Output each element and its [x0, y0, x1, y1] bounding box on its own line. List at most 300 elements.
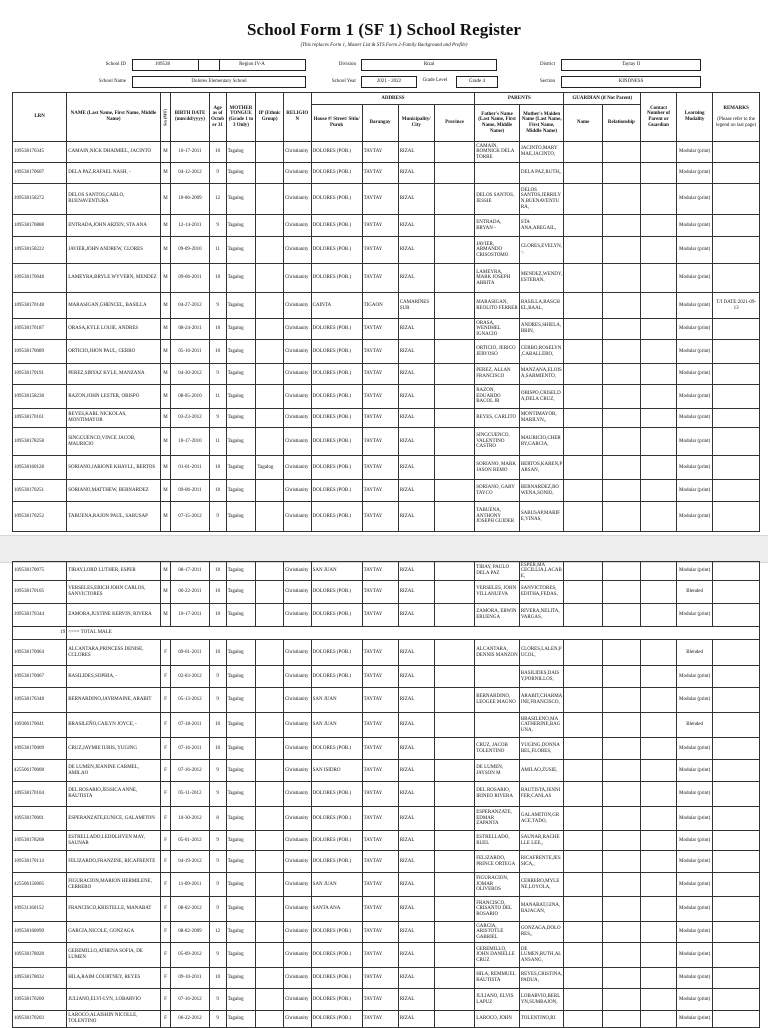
guardian-name-cell — [564, 989, 602, 1011]
barangay-cell: TAYTAY — [362, 364, 398, 385]
learning-modality-cell: Modular (print) — [677, 807, 713, 831]
ethnic-group-cell — [256, 264, 284, 293]
learning-modality-cell: Blended — [677, 713, 713, 738]
ethnic-group-cell — [256, 237, 284, 264]
guardian-name-cell — [564, 215, 602, 237]
father-name-cell: REYES, CARLITO — [475, 409, 520, 428]
province-cell — [434, 184, 474, 215]
table-row — [13, 943, 760, 968]
guardian-relationship-cell — [602, 502, 640, 532]
age-cell: 9 — [209, 215, 226, 237]
guardian-relationship-cell — [602, 968, 640, 989]
father-name-cell: RAZON, EDUARDO BACOL JR — [475, 385, 520, 409]
total-male-label: <=== TOTAL MALE — [67, 627, 760, 640]
mother-name-cell: JACINTO,MARY MAE,JACINTO, — [519, 142, 564, 163]
table-row — [13, 922, 760, 943]
lrn-cell: 109538170104 — [13, 782, 67, 807]
father-name-cell: DEL ROSARIO, IRINEO RIVERA — [475, 782, 520, 807]
barangay-cell: TAYTAY — [362, 142, 398, 163]
total-male-section — [13, 627, 760, 640]
father-name-cell — [475, 163, 520, 184]
guardian-name-cell — [564, 688, 602, 713]
father-name-cell: ZAMORA, ERWIN ERUENGA — [475, 604, 520, 627]
guardian-relationship-cell — [602, 922, 640, 943]
guardian-relationship-cell — [602, 215, 640, 237]
remarks-cell — [713, 873, 760, 897]
father-name-cell: ORTICIO, JERICO JERVOSO — [475, 340, 520, 364]
religion-cell: Christianity — [283, 922, 311, 943]
contact-number-cell — [640, 851, 676, 873]
province-cell — [434, 215, 474, 237]
remarks-cell — [713, 237, 760, 264]
contact-number-cell — [640, 968, 676, 989]
guardian-name-cell — [564, 713, 602, 738]
learning-modality-cell: Blended — [677, 640, 713, 666]
birth-date-cell: 10-30-2012 — [171, 807, 209, 831]
header-age: Age as of Octob er 31 — [209, 93, 226, 142]
birth-date-cell: 10-06-2009 — [171, 184, 209, 215]
ethnic-group-cell — [256, 562, 284, 581]
student-name-cell: JAVIER,JOHN ANDREW, CLORES — [67, 237, 161, 264]
mother-tongue-cell: Tagalog — [226, 640, 256, 666]
learning-modality-cell: Modular (print) — [677, 968, 713, 989]
municipality-cell: RIZAL — [398, 562, 434, 581]
barangay-cell: TAYTAY — [362, 456, 398, 480]
father-name-cell: FELIZARDO, PRINCE ORTEGA — [475, 851, 520, 873]
father-name-cell: ENTRADA, BRYAN - — [475, 215, 520, 237]
contact-number-cell — [640, 562, 676, 581]
age-cell: 10 — [209, 480, 226, 502]
student-name-cell: REYES,KARL NICKOLAS, MONTIMAYOR — [67, 409, 161, 428]
sex-cell: F — [160, 831, 171, 851]
sex-cell: M — [160, 293, 171, 319]
province-cell — [434, 385, 474, 409]
municipality-cell: RIZAL — [398, 738, 434, 760]
guardian-name-cell — [564, 1011, 602, 1028]
municipality-cell: RIZAL — [398, 922, 434, 943]
school-name-label: School Name — [98, 79, 126, 84]
father-name-cell: ESTRELLADO, RUEL — [475, 831, 520, 851]
learning-modality-cell: Modular (print) — [677, 340, 713, 364]
student-name-cell: LAMEYRA,BRYLE WYVERN, MENDEZ — [67, 264, 161, 293]
register-page-2 — [0, 561, 768, 1024]
ethnic-group-cell — [256, 163, 284, 184]
guardian-relationship-cell — [602, 1011, 640, 1028]
birth-date-cell: 05-09-2012 — [171, 943, 209, 968]
header-name: NAME (Last Name, First Name, Middle Name) — [67, 93, 161, 142]
contact-number-cell — [640, 807, 676, 831]
guardian-name-cell — [564, 502, 602, 532]
remarks-title: REMARKS — [723, 105, 749, 111]
municipality-cell: RIZAL — [398, 215, 434, 237]
municipality-cell: RIZAL — [398, 340, 434, 364]
guardian-relationship-cell — [602, 738, 640, 760]
guardian-relationship-cell — [602, 409, 640, 428]
section-value: KINDNESS — [561, 76, 701, 88]
learning-modality-cell: Modular (print) — [677, 922, 713, 943]
birth-date-cell: 05-10-2011 — [171, 340, 209, 364]
mother-tongue-cell: Tagalog — [226, 264, 256, 293]
remarks-cell — [713, 163, 760, 184]
contact-number-cell — [640, 142, 676, 163]
province-cell — [434, 873, 474, 897]
remarks-cell — [713, 562, 760, 581]
sex-cell: F — [160, 922, 171, 943]
mother-name-cell: BASILIDES,DAISY,PORNILLOS, — [519, 666, 564, 688]
lrn-cell: 109538170064 — [13, 640, 67, 666]
age-cell: 10 — [209, 562, 226, 581]
religion-cell: Christianity — [283, 428, 311, 456]
mother-tongue-cell: Tagalog — [226, 897, 256, 922]
father-name-cell: PEREZ, ALLAN FRANCISCO — [475, 364, 520, 385]
mother-name-cell: BASILLA,RASCHEL,BAAL, — [519, 293, 564, 319]
age-cell: 10 — [209, 264, 226, 293]
age-cell: 9 — [209, 943, 226, 968]
table-row — [13, 831, 760, 851]
house-street-cell: DOLORES (POB.) — [311, 409, 362, 428]
sex-cell: F — [160, 989, 171, 1011]
learning-modality-cell: Modular (print) — [677, 989, 713, 1011]
contact-number-cell — [640, 666, 676, 688]
contact-number-cell — [640, 713, 676, 738]
religion-cell: Christianity — [283, 943, 311, 968]
sex-cell: F — [160, 666, 171, 688]
mother-tongue-cell: Tagalog — [226, 873, 256, 897]
contact-number-cell — [640, 428, 676, 456]
remarks-cell — [713, 340, 760, 364]
school-year-value: 2021 - 2022 — [361, 76, 417, 88]
barangay-cell: TAYTAY — [362, 897, 398, 922]
ethnic-group-cell — [256, 319, 284, 340]
municipality-cell: RIZAL — [398, 163, 434, 184]
province-cell — [434, 666, 474, 688]
province-cell — [434, 340, 474, 364]
age-cell: 10 — [209, 456, 226, 480]
lrn-cell: 109538158238 — [13, 385, 67, 409]
table-row — [13, 293, 760, 319]
learning-modality-cell: Modular (print) — [677, 142, 713, 163]
mother-name-cell: MONTIMAYOR, MARILYN,, — [519, 409, 564, 428]
municipality-cell: RIZAL — [398, 581, 434, 604]
province-cell — [434, 943, 474, 968]
guardian-relationship-cell — [602, 184, 640, 215]
age-cell: 11 — [209, 237, 226, 264]
guardian-name-cell — [564, 562, 602, 581]
house-street-cell: SAN JUAN — [311, 562, 362, 581]
mother-tongue-cell: Tagalog — [226, 922, 256, 943]
contact-number-cell — [640, 293, 676, 319]
table-row — [13, 215, 760, 237]
religion-cell: Christianity — [283, 340, 311, 364]
header-province: Province — [434, 105, 474, 142]
house-street-cell: DOLORES (POB.) — [311, 142, 362, 163]
remarks-cell — [713, 968, 760, 989]
guardian-name-cell — [564, 807, 602, 831]
guardian-name-cell — [564, 943, 602, 968]
house-street-cell: DOLORES (POB.) — [311, 385, 362, 409]
age-cell: 10 — [209, 581, 226, 604]
age-cell: 9 — [209, 873, 226, 897]
lrn-cell: 109538158272 — [13, 184, 67, 215]
learning-modality-cell: Modular (print) — [677, 456, 713, 480]
ethnic-group-cell — [256, 293, 284, 319]
religion-cell: Christianity — [283, 480, 311, 502]
house-street-cell: DOLORES (POB.) — [311, 428, 362, 456]
student-name-cell: ZAMORA,JUSTINE KERVIN, RIVERA — [67, 604, 161, 627]
sex-cell: F — [160, 968, 171, 989]
municipality-cell: RIZAL — [398, 851, 434, 873]
learning-modality-cell: Modular (print) — [677, 782, 713, 807]
religion-cell: Christianity — [283, 163, 311, 184]
student-name-cell: FELIZARDO,FRANZINE, RICAFRENTE — [67, 851, 161, 873]
province-cell — [434, 688, 474, 713]
lrn-cell: 109538170001 — [13, 807, 67, 831]
sex-cell: M — [160, 237, 171, 264]
municipality-cell: RIZAL — [398, 640, 434, 666]
age-cell: 11 — [209, 428, 226, 456]
age-cell: 10 — [209, 319, 226, 340]
mother-tongue-cell: Tagalog — [226, 215, 256, 237]
sex-cell: M — [160, 264, 171, 293]
birth-date-cell: 10-17-2011 — [171, 604, 209, 627]
barangay-cell: TAYTAY — [362, 831, 398, 851]
remarks-cell: T/I DATE:2021-09-13 — [713, 293, 760, 319]
guardian-name-cell — [564, 831, 602, 851]
ethnic-group-cell — [256, 184, 284, 215]
learning-modality-cell: Modular (print) — [677, 293, 713, 319]
header-house: House #/ Street/ Sitio/ Purok — [311, 105, 362, 142]
municipality-cell: RIZAL — [398, 968, 434, 989]
lrn-cell: 109538170187 — [13, 319, 67, 340]
register-table-page-2 — [12, 561, 760, 1028]
student-name-cell: SORIANO,JARIONE KHAYLL, BERTOS — [67, 456, 161, 480]
province-cell — [434, 293, 474, 319]
student-name-cell: FIGURACION,MARION HERMILENE, CERRERO — [67, 873, 161, 897]
province-cell — [434, 782, 474, 807]
barangay-cell: TAYTAY — [362, 738, 398, 760]
table-row — [13, 807, 760, 831]
student-name-cell: BERNARDINO,JAYRMAINE, ARABIT — [67, 688, 161, 713]
mother-name-cell: OBISPO,CRISELDA,DELA CRUZ, — [519, 385, 564, 409]
religion-cell: Christianity — [283, 364, 311, 385]
sex-cell: M — [160, 604, 171, 627]
mother-name-cell: GONZAGA,DOLORES,, — [519, 922, 564, 943]
barangay-cell: TAYTAY — [362, 237, 398, 264]
birth-date-cell: 08-24-2011 — [171, 319, 209, 340]
father-name-cell: CAMAIN, ROMNICK DELA TORRE — [475, 142, 520, 163]
father-name-cell: MARASIGAN, REOLITO FERRER — [475, 293, 520, 319]
lrn-cell: 109538170114 — [13, 851, 67, 873]
age-cell: 10 — [209, 604, 226, 627]
ethnic-group-cell — [256, 760, 284, 782]
father-name-cell: LAROCO, JOHN — [475, 1011, 520, 1028]
father-name-cell: GEREMILLO, JOHN DANIELLE CRUZ — [475, 943, 520, 968]
student-name-cell: CAMAIN,NICK DHAIMIEL, JACINTO — [67, 142, 161, 163]
birth-date-cell: 04-19-2012 — [171, 851, 209, 873]
learning-modality-cell: Modular (print) — [677, 851, 713, 873]
table-row — [13, 184, 760, 215]
ethnic-group-cell — [256, 713, 284, 738]
guardian-relationship-cell — [602, 293, 640, 319]
lrn-cell: 109538170161 — [13, 409, 67, 428]
contact-number-cell — [640, 264, 676, 293]
guardian-relationship-cell — [602, 385, 640, 409]
contact-number-cell — [640, 640, 676, 666]
sex-cell: M — [160, 562, 171, 581]
contact-number-cell — [640, 989, 676, 1011]
guardian-name-cell — [564, 163, 602, 184]
age-cell: 9 — [209, 688, 226, 713]
father-name-cell: BERNARDINO, LEOGEE MAGNO — [475, 688, 520, 713]
ethnic-group-cell — [256, 851, 284, 873]
mother-tongue-cell: Tagalog — [226, 713, 256, 738]
header-address: ADDRESS — [311, 93, 475, 105]
father-name-cell: DE LUMEN, JAYSON M — [475, 760, 520, 782]
remarks-cell — [713, 738, 760, 760]
mother-name-cell: REYES,CRISTINA,PADUA, — [519, 968, 564, 989]
birth-date-cell: 06-22-2012 — [171, 1011, 209, 1028]
sex-cell: F — [160, 760, 171, 782]
lrn-cell: 109538170089 — [13, 340, 67, 364]
barangay-cell: TAYTAY — [362, 640, 398, 666]
mother-name-cell: SANVICTORES, EDITHA,FEDAS, — [519, 581, 564, 604]
house-street-cell: SAN JUAN — [311, 713, 362, 738]
learning-modality-cell: Modular (print) — [677, 237, 713, 264]
birth-date-cell: 04-30-2012 — [171, 364, 209, 385]
religion-cell: Christianity — [283, 215, 311, 237]
religion-cell: Christianity — [283, 688, 311, 713]
birth-date-cell: 04-27-2012 — [171, 293, 209, 319]
house-street-cell: DOLORES (POB.) — [311, 184, 362, 215]
ethnic-group-cell — [256, 340, 284, 364]
birth-date-cell: 08-02-2009 — [171, 922, 209, 943]
learning-modality-cell: Modular (print) — [677, 163, 713, 184]
section-label: Section — [540, 79, 555, 84]
student-name-cell: DEL ROSARIO,JESSICA ANNE, BAUTISTA — [67, 782, 161, 807]
mother-name-cell: ARABIT,CHARMAINE,FRANCISCO, — [519, 688, 564, 713]
municipality-cell: RIZAL — [398, 688, 434, 713]
mother-tongue-cell: Tagalog — [226, 989, 256, 1011]
religion-cell: Christianity — [283, 968, 311, 989]
contact-number-cell — [640, 831, 676, 851]
student-name-cell: VERSELES,ERICH JOHN CARLOS, SANVICTORES — [67, 581, 161, 604]
barangay-cell: TAYTAY — [362, 502, 398, 532]
lrn-cell: 109538170200 — [13, 989, 67, 1011]
age-cell: 9 — [209, 989, 226, 1011]
lrn-cell: 109538158222 — [13, 237, 67, 264]
house-street-cell: DOLORES (POB.) — [311, 831, 362, 851]
municipality-cell: RIZAL — [398, 264, 434, 293]
age-cell: 9 — [209, 831, 226, 851]
ethnic-group-cell — [256, 782, 284, 807]
barangay-cell: TAYTAY — [362, 581, 398, 604]
birth-date-cell: 08-17-2011 — [171, 562, 209, 581]
guardian-relationship-cell — [602, 943, 640, 968]
table-row — [13, 163, 760, 184]
guardian-name-cell — [564, 319, 602, 340]
barangay-cell: TAYTAY — [362, 319, 398, 340]
mother-name-cell: DELA PAZ,RUTH,, — [519, 163, 564, 184]
age-cell: 9 — [209, 666, 226, 688]
student-name-cell: BRASILEÑO,CAILYN JOYCE, - — [67, 713, 161, 738]
student-name-cell: HILA,RAIM COURTNEY, REYES — [67, 968, 161, 989]
religion-cell: Christianity — [283, 562, 311, 581]
guardian-name-cell — [564, 604, 602, 627]
mother-tongue-cell: Tagalog — [226, 738, 256, 760]
birth-date-cell: 07-16-2011 — [171, 738, 209, 760]
mother-tongue-cell: Tagalog — [226, 142, 256, 163]
ethnic-group-cell — [256, 142, 284, 163]
remarks-cell — [713, 364, 760, 385]
province-cell — [434, 897, 474, 922]
lrn-cell: 109538170888 — [13, 215, 67, 237]
municipality-cell: RIZAL — [398, 666, 434, 688]
municipality-cell: RIZAL — [398, 1011, 434, 1028]
mother-name-cell: MANZANA,ELOISA,SARMIENTO, — [519, 364, 564, 385]
ethnic-group-cell — [256, 480, 284, 502]
contact-number-cell — [640, 604, 676, 627]
page-separator — [0, 535, 768, 563]
guardian-relationship-cell — [602, 319, 640, 340]
student-name-cell: TIBAY,LORD LUTHER, ESPER — [67, 562, 161, 581]
learning-modality-cell: Modular (print) — [677, 480, 713, 502]
mother-tongue-cell: Tagalog — [226, 851, 256, 873]
religion-cell: Christianity — [283, 293, 311, 319]
remarks-cell — [713, 807, 760, 831]
religion-cell: Christianity — [283, 640, 311, 666]
table-row — [13, 782, 760, 807]
learning-modality-cell: Modular (print) — [677, 385, 713, 409]
guardian-relationship-cell — [602, 897, 640, 922]
table-row — [13, 897, 760, 922]
age-cell: 12 — [209, 184, 226, 215]
remarks-cell — [713, 142, 760, 163]
mother-name-cell: DELOS SANTOS,JERRILYN,BUENAVENTURA, — [519, 184, 564, 215]
learning-modality-cell: Modular (print) — [677, 943, 713, 968]
sex-cell: M — [160, 142, 171, 163]
division-value: Rizal — [361, 59, 497, 71]
remarks-cell — [713, 215, 760, 237]
student-name-cell: TABUENA,RAJON PAUL, SABUSAP — [67, 502, 161, 532]
sex-cell: M — [160, 409, 171, 428]
birth-date-cell: 07-16-2012 — [171, 989, 209, 1011]
municipality-cell: CAMARINES SUR — [398, 293, 434, 319]
ethnic-group-cell: Tagalog — [256, 456, 284, 480]
house-street-cell: SAN ISIDRO — [311, 760, 362, 782]
lrn-cell: 109538170009 — [13, 738, 67, 760]
barangay-cell: TAYTAY — [362, 480, 398, 502]
ethnic-group-cell — [256, 581, 284, 604]
municipality-cell: RIZAL — [398, 237, 434, 264]
mother-name-cell: ESPER,MA CECILLIA,LACABE, — [519, 562, 564, 581]
house-street-cell: DOLORES (POB.) — [311, 237, 362, 264]
student-name-cell: MARASIGAN,GHENCEL, BASILLA — [67, 293, 161, 319]
province-cell — [434, 581, 474, 604]
mother-name-cell: MAURICIO,CHERRY,GARCIA, — [519, 428, 564, 456]
table-row — [13, 480, 760, 502]
province-cell — [434, 364, 474, 385]
ethnic-group-cell — [256, 1011, 284, 1028]
header-mother-tongue: MOTHER TONGUE (Grade 1 to 3 Only) — [226, 93, 256, 142]
student-name-cell: ESTRELLADO,LEDDLHYEN MAY, SAUNAR — [67, 831, 161, 851]
father-name-cell: GARCIA, ARISTOTLE GABRIEL — [475, 922, 520, 943]
house-street-cell: DOLORES (POB.) — [311, 340, 362, 364]
house-street-cell: SANTA ANA — [311, 897, 362, 922]
mother-name-cell: MANABAT,GINA,BAJACAN, — [519, 897, 564, 922]
table-row — [13, 456, 760, 480]
student-name-cell: DELOS SANTOS,CARLO, BUENAVENTURA — [67, 184, 161, 215]
sex-cell: F — [160, 713, 171, 738]
